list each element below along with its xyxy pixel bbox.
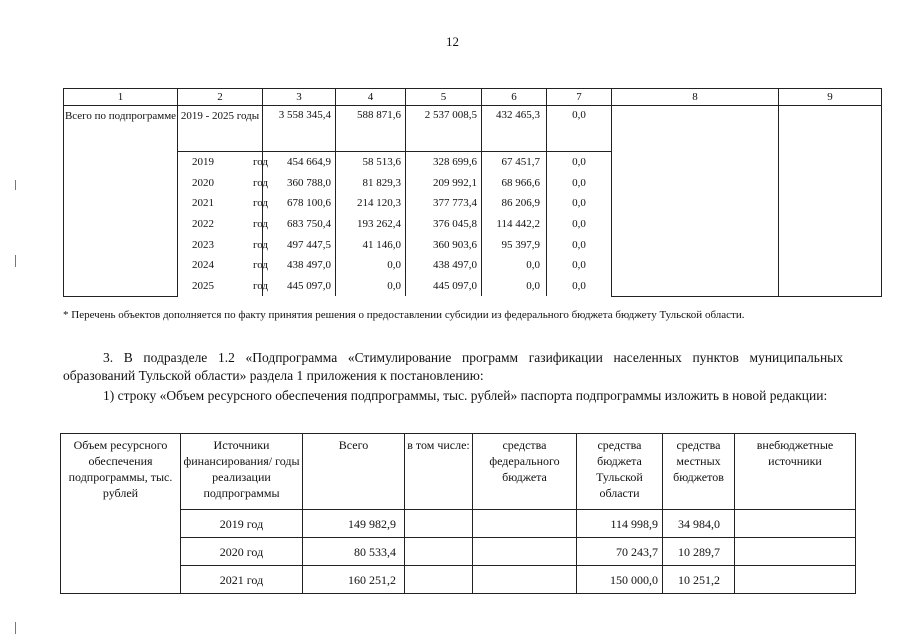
period-cell: 2023 год [178,234,263,255]
value-cell: 588 871,6 [336,106,406,152]
value-cell: 360 903,6 [406,234,482,255]
year-cell: 2019 год [181,510,303,538]
column-header: средства федерального бюджета [473,434,577,510]
value-cell: 95 397,9 [482,234,547,255]
value-cell: 0,0 [336,276,406,297]
value-cell [473,566,577,594]
value-cell: 328 699,6 [406,152,482,173]
scan-mark [15,255,16,267]
value-cell: 70 243,7 [577,538,663,566]
value-cell: 0,0 [547,255,612,276]
value-cell [735,510,856,538]
period-cell: 2019 - 2025 годы [178,106,263,152]
value-cell: 209 992,1 [406,173,482,194]
period-cell: 2021 год [178,193,263,214]
period-cell: 2020 год [178,173,263,194]
value-cell: 41 146,0 [336,234,406,255]
scan-mark [15,180,16,190]
column-header: Источники финансирования/ годы реализации подпрограммы [181,434,303,510]
value-cell: 0,0 [547,214,612,235]
value-cell: 149 982,9 [303,510,405,538]
page-number: 12 [446,34,459,49]
value-cell [735,538,856,566]
value-cell: 683 750,4 [263,214,336,235]
table-row [61,538,856,566]
value-cell: 445 097,0 [263,276,336,297]
value-cell: 214 120,3 [336,193,406,214]
value-cell [473,510,577,538]
value-cell [735,566,856,594]
period-cell: 2024 год [178,255,263,276]
column-header: 7 [547,89,612,106]
column-header: средства бюджета Тульской области [577,434,663,510]
column-header: 6 [482,89,547,106]
year-cell: 2021 год [181,566,303,594]
column-header: в том числе: [405,434,473,510]
period-cell: 2022 год [178,214,263,235]
value-cell: 0,0 [482,255,547,276]
value-cell: 0,0 [547,276,612,297]
value-cell: 2 537 008,5 [406,106,482,152]
value-cell: 80 533,4 [303,538,405,566]
value-cell: 377 773,4 [406,193,482,214]
column-header: Объем ресурсного обеспечения подпрограммы, тыс. рублей [61,434,181,594]
value-cell: 360 788,0 [263,173,336,194]
column-header: 4 [336,89,406,106]
value-cell: 0,0 [547,173,612,194]
table-header-row [61,434,856,510]
value-cell: 445 097,0 [406,276,482,297]
paragraph-3: 3. В подразделе 1.2 «Подпрограмма «Стимулирование программ газификации населенных пунктов муниципальных образований Тульской области» раздела 1 приложения к постановлению: [63,350,843,383]
column-header: внебюджетные источники [735,434,856,510]
value-cell: 10 251,2 [663,566,735,594]
empty-cell [612,106,779,297]
table-row [64,106,882,152]
value-cell: 0,0 [336,255,406,276]
value-cell: 3 558 345,4 [263,106,336,152]
value-cell: 432 465,3 [482,106,547,152]
value-cell: 81 829,3 [336,173,406,194]
period-cell: 2025 год [178,276,263,297]
footnote: * Перечень объектов дополняется по факту принятия решения о предоставлении субсидии из федерального бюджета бюджету Тульской области. [63,309,745,321]
value-cell: 193 262,4 [336,214,406,235]
scan-mark [15,622,16,634]
column-header: 9 [779,89,882,106]
resource-funding-table [60,433,856,594]
value-cell: 0,0 [547,193,612,214]
value-cell: 0,0 [547,106,612,152]
empty-cell [405,510,473,538]
value-cell: 34 984,0 [663,510,735,538]
column-header: Всего [303,434,405,510]
value-cell: 497 447,5 [263,234,336,255]
value-cell: 114 998,9 [577,510,663,538]
period-cell: 2019 год [178,152,263,173]
value-cell: 10 289,7 [663,538,735,566]
row-label: Всего по подпрограмме [64,106,178,297]
value-cell: 454 664,9 [263,152,336,173]
year-cell: 2020 год [181,538,303,566]
table-row [61,510,856,538]
value-cell: 86 206,9 [482,193,547,214]
column-header: 3 [263,89,336,106]
value-cell: 150 000,0 [577,566,663,594]
paragraph-3-1: 1) строку «Объем ресурсного обеспечения подпрограммы, тыс. рублей» паспорта подпрограммы изложить в новой редакции: [103,388,828,403]
column-header: 5 [406,89,482,106]
subprogram-totals-table [63,88,882,297]
value-cell: 438 497,0 [406,255,482,276]
column-header: средства местных бюджетов [663,434,735,510]
table-header-row [64,89,882,106]
value-cell: 68 966,6 [482,173,547,194]
empty-cell [405,538,473,566]
value-cell: 0,0 [547,234,612,255]
column-header: 2 [178,89,263,106]
value-cell: 376 045,8 [406,214,482,235]
value-cell: 0,0 [547,152,612,173]
value-cell: 0,0 [482,276,547,297]
value-cell: 160 251,2 [303,566,405,594]
column-header: 8 [612,89,779,106]
column-header: 1 [64,89,178,106]
empty-cell [779,106,882,297]
value-cell: 58 513,6 [336,152,406,173]
value-cell: 438 497,0 [263,255,336,276]
value-cell: 67 451,7 [482,152,547,173]
value-cell [473,538,577,566]
value-cell: 114 442,2 [482,214,547,235]
table-row [61,566,856,594]
empty-cell [405,566,473,594]
value-cell: 678 100,6 [263,193,336,214]
